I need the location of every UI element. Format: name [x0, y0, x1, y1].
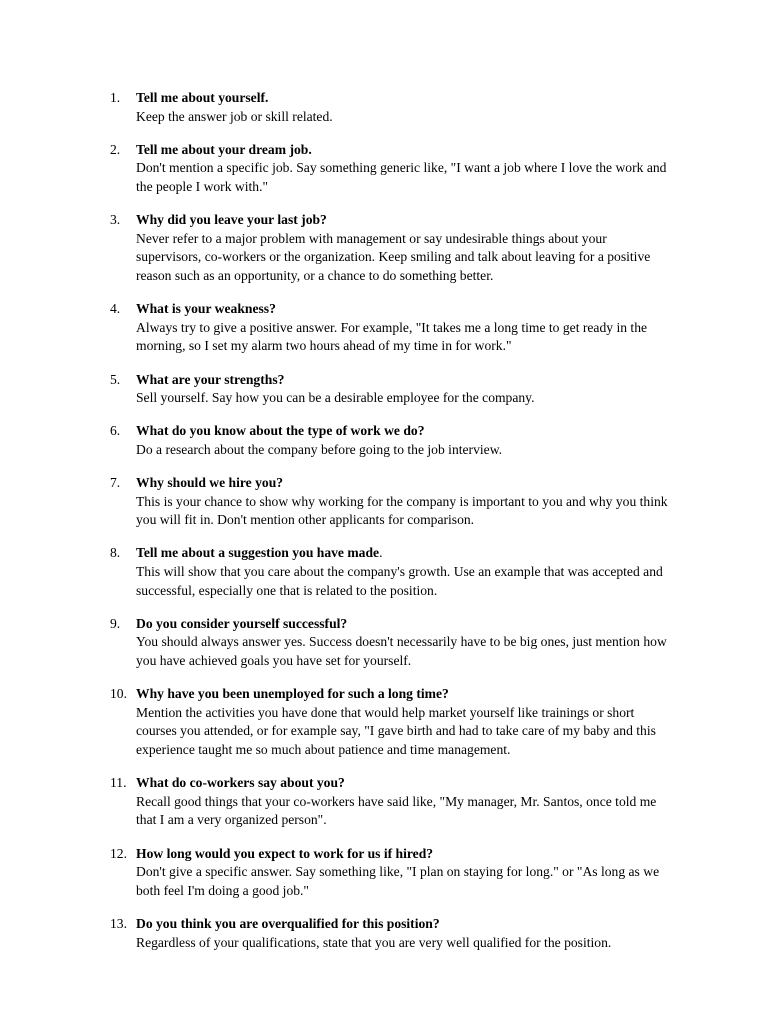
answer-text: Don't mention a specific job. Say something generic like, "I want a job where I love the work and the people I work with." — [136, 160, 667, 194]
answer-text: Mention the activities you have done that would help market yourself like trainings or short courses you attended, or for example say, "I gave birth and had to take care of my baby and this experience taught me so much about patience and time management. — [136, 704, 656, 757]
answer-text: Keep the answer job or skill related. — [136, 108, 333, 124]
question-text: What do you know about the type of work we do? — [136, 423, 425, 439]
list-item — [0, 211, 768, 285]
item-number: 6. — [110, 423, 121, 439]
answer-text: Sell yourself. Say how you can be a desirable employee for the company. — [136, 390, 535, 406]
question-text: What is your weakness? — [136, 301, 276, 317]
item-number: 1. — [110, 90, 121, 105]
item-number: 2. — [110, 141, 121, 157]
question-text: Do you think you are overqualified for this position? — [136, 915, 440, 931]
answer-text: Never refer to a major problem with management or say undesirable things about your supervisors, co-workers or the organization. Keep smiling and talk about leaving for a positive reason such as an opportunity, or a chance to do something better. — [136, 230, 651, 283]
question-text: Do you consider yourself successful? — [136, 615, 348, 631]
list-item — [0, 371, 768, 408]
item-number: 9. — [110, 615, 121, 631]
item-number: 8. — [110, 545, 121, 561]
question-text: Tell me about yourself. — [136, 90, 269, 105]
question-text: Tell me about your dream job. — [136, 141, 312, 157]
answer-text: Recall good things that your co-workers have said like, "My manager, Mr. Santos, once told me that I am a very organized person". — [136, 793, 657, 828]
item-number: 3. — [110, 212, 121, 228]
item-number: 11. — [110, 775, 127, 791]
answer-text: Don't give a specific answer. Say something like, "I plan on staying for long." or "As long as we both feel I'm doing a good job." — [136, 864, 660, 898]
document-page — [0, 89, 768, 967]
question-text: Tell me about a suggestion you have made. — [136, 545, 383, 561]
list-item — [0, 615, 768, 671]
question-text: Why should we hire you? — [136, 475, 284, 491]
list-item — [0, 141, 768, 197]
question-text: How long would you expect to work for us if hired? — [136, 845, 434, 861]
item-number: 10. — [110, 686, 127, 702]
question-text: Why have you been unemployed for such a long time? — [136, 686, 449, 702]
answer-text: You should always answer yes. Success doesn't necessarily have to be big ones, just mention how you have achieved goals you have set for yourself. — [136, 634, 667, 668]
list-item — [0, 845, 768, 901]
list-item — [0, 474, 768, 530]
question-text: What do co-workers say about you? — [136, 775, 345, 791]
item-number: 7. — [110, 475, 121, 491]
answer-text: Always try to give a positive answer. For example, "It takes me a long time to get ready in the morning, so I set my alarm two hours ahead of my time in for work." — [136, 319, 648, 354]
item-number: 4. — [110, 301, 121, 317]
item-number: 5. — [110, 371, 121, 387]
item-number: 13. — [110, 915, 127, 931]
list-item — [0, 774, 768, 830]
question-text: Why did you leave your last job? — [136, 212, 327, 228]
item-number: 12. — [110, 845, 127, 861]
list-item — [0, 915, 768, 952]
list-item — [0, 422, 768, 459]
list-item — [0, 89, 768, 126]
list-item — [0, 300, 768, 356]
interview-questions-list — [0, 89, 768, 952]
question-text: What are your strengths? — [136, 371, 285, 387]
answer-text: This is your chance to show why working for the company is important to you and why you think you will fit in. Don't mention other applicants for comparison. — [136, 493, 668, 528]
answer-text: Regardless of your qualifications, state that you are very well qualified for the position. — [136, 934, 612, 950]
list-item — [0, 685, 768, 759]
list-item — [0, 544, 768, 600]
answer-text: Do a research about the company before going to the job interview. — [136, 441, 503, 457]
answer-text: This will show that you care about the company's growth. Use an example that was accepted and successful, especially one that is related to the position. — [136, 564, 663, 598]
